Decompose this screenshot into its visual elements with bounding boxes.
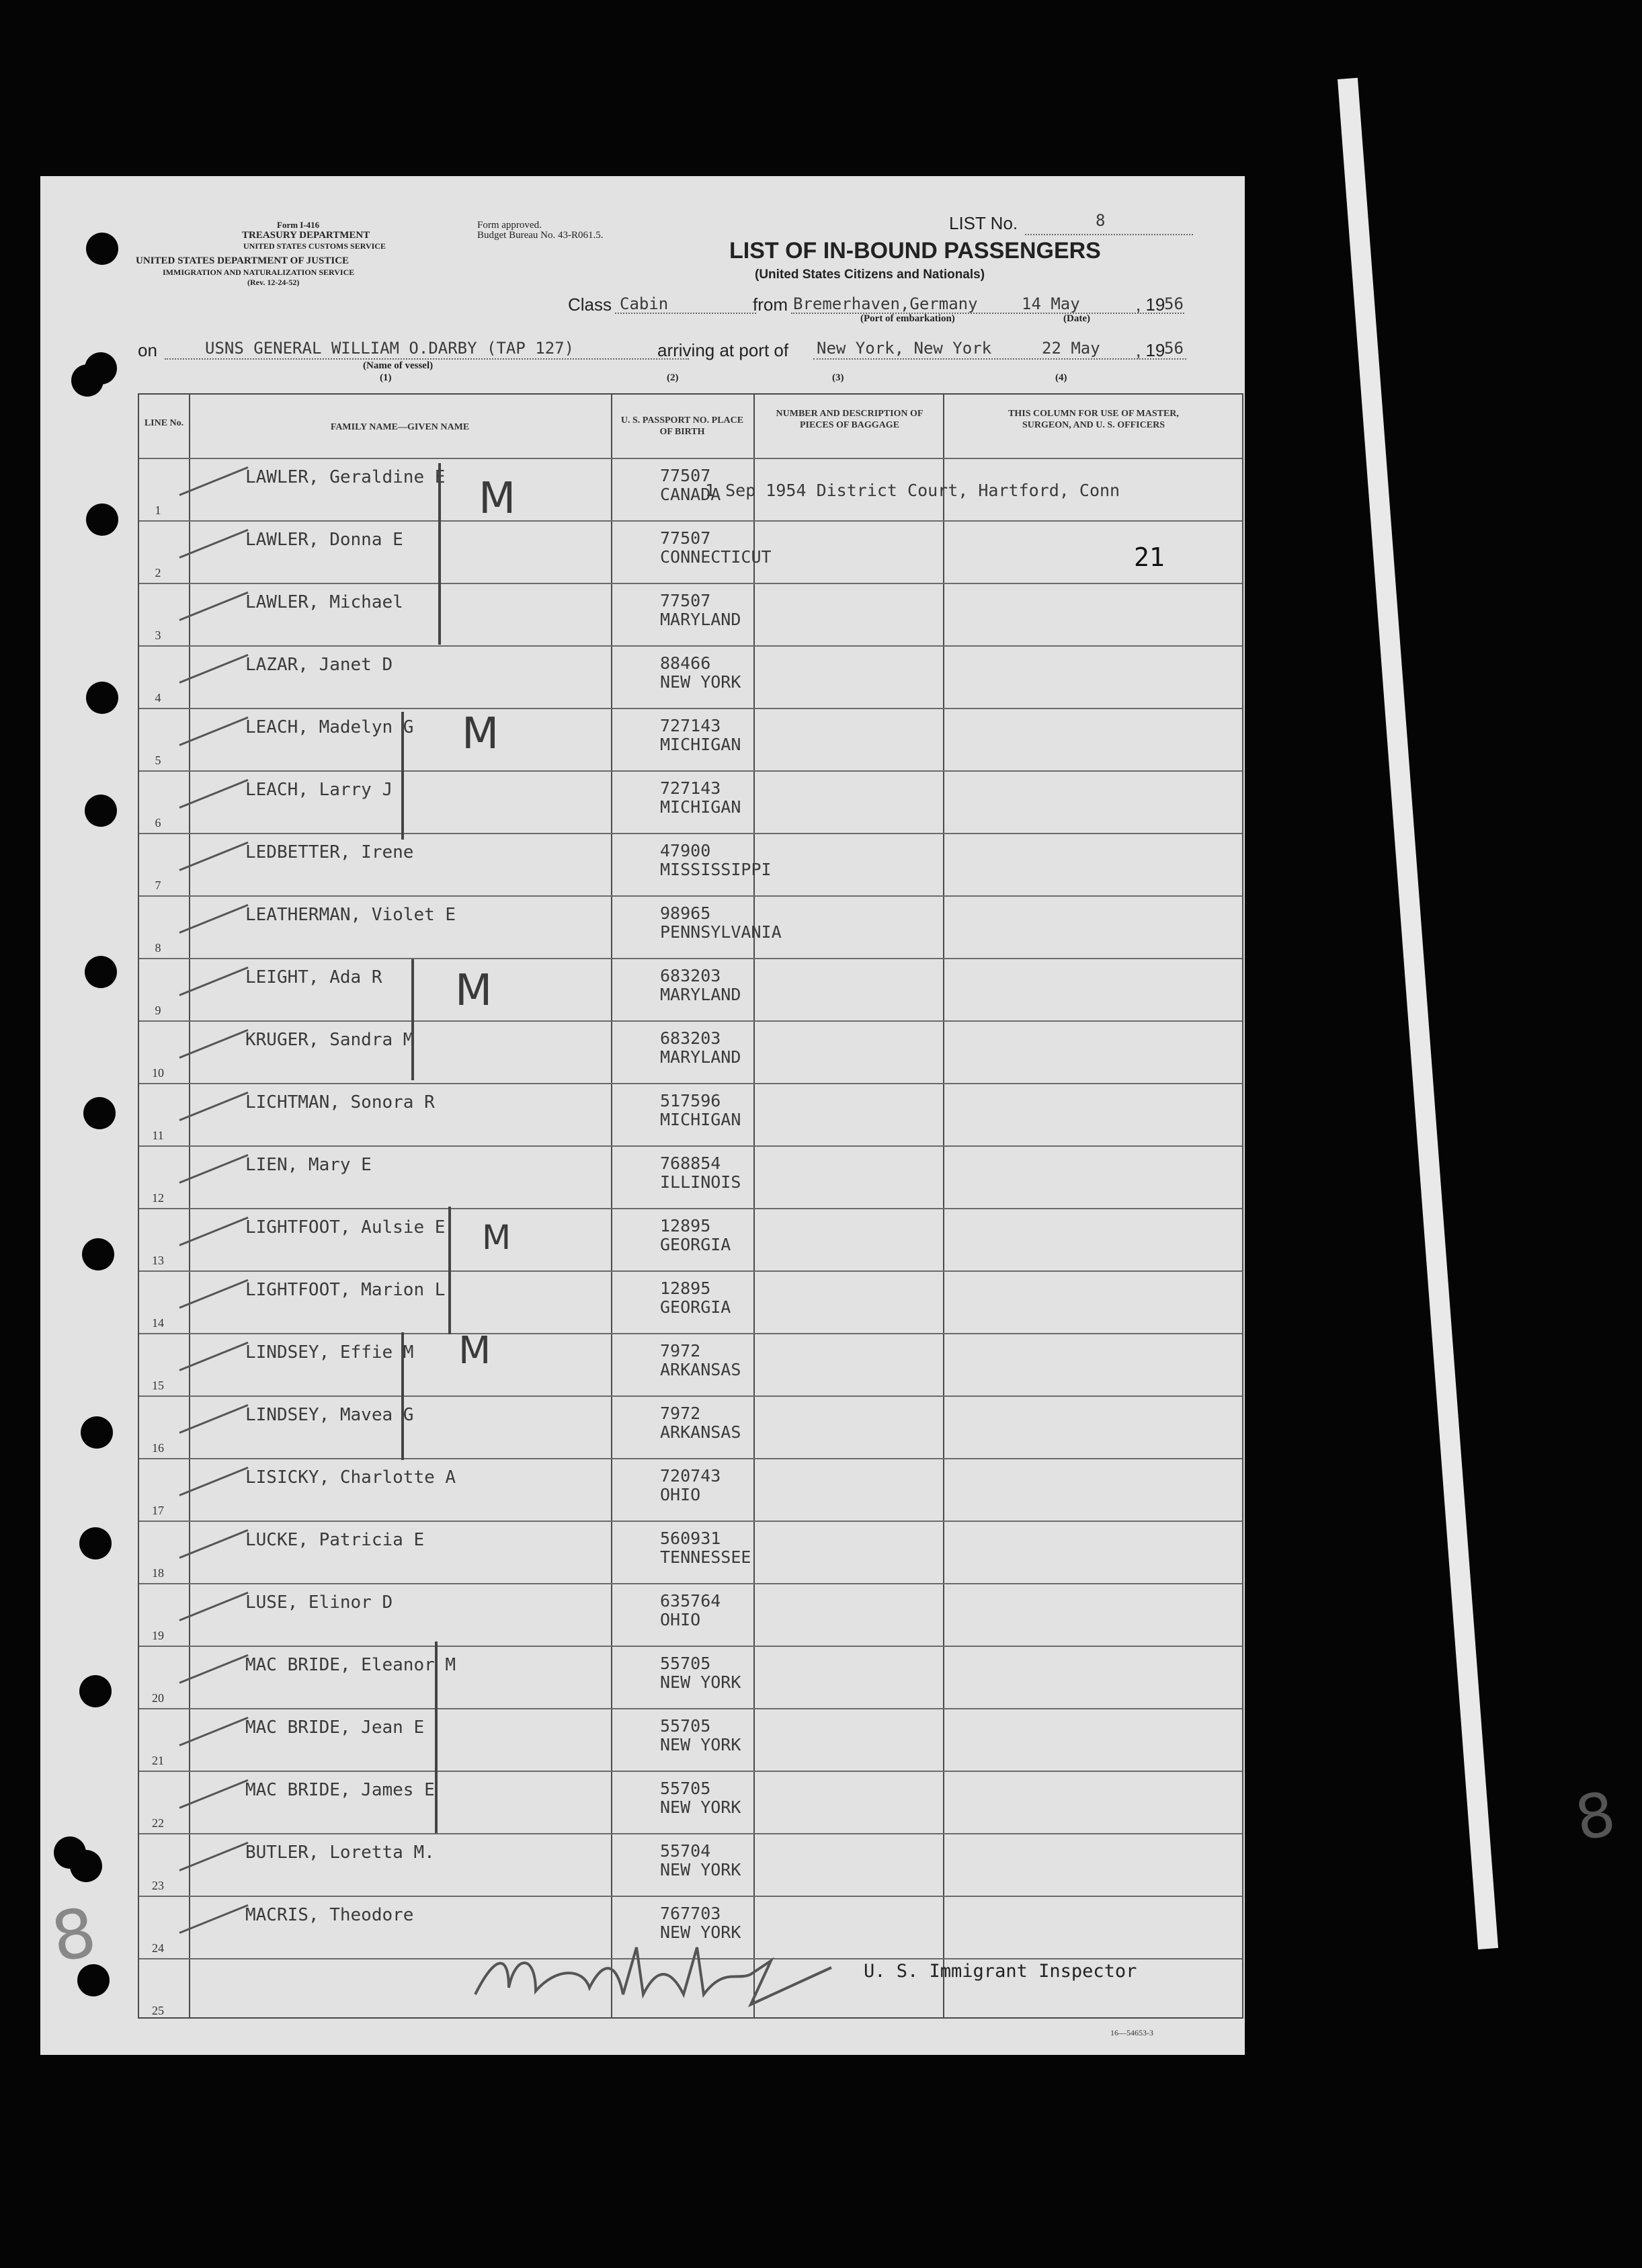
check-tick <box>179 1842 248 1871</box>
passport-number: 727143 <box>660 778 721 798</box>
punch-hole <box>85 352 117 384</box>
place-of-birth: ARKANSAS <box>660 1422 741 1442</box>
table-row <box>139 1270 1242 1334</box>
table-row <box>139 1771 1242 1834</box>
line-number: 1 <box>155 503 161 517</box>
check-tick <box>179 1279 248 1309</box>
passport-number: 12895 <box>660 1216 711 1236</box>
vessel-caption: (Name of vessel) <box>363 360 434 371</box>
place-of-birth: NEW YORK <box>660 1797 741 1817</box>
form-number: Form I-416 <box>277 220 320 230</box>
passport-number: 98965 <box>660 903 711 923</box>
check-tick <box>179 842 248 871</box>
passenger-table <box>138 393 1243 2019</box>
place-of-birth: TENNESSEE <box>660 1547 751 1567</box>
arriving-label: arriving at port of <box>657 340 789 360</box>
m-mark: M <box>455 966 493 1016</box>
arrival-port: New York, New York <box>817 339 992 358</box>
inspector-title: U. S. Immigrant Inspector <box>864 1961 1137 1982</box>
place-of-birth: MARYLAND <box>660 985 741 1004</box>
passport-number: 7972 <box>660 1404 701 1423</box>
naturalization-note: 1 Sep 1954 District Court, Hartford, Conn <box>705 481 1120 500</box>
passenger-name: MACRIS, Theodore <box>245 1905 414 1925</box>
passport-number: 683203 <box>660 966 721 985</box>
table-row <box>139 1458 1242 1522</box>
place-of-birth: NEW YORK <box>660 1922 741 1942</box>
passport-number: 635764 <box>660 1591 721 1611</box>
passport-number: 727143 <box>660 716 721 735</box>
passenger-name: MAC BRIDE, Eleanor M <box>245 1655 456 1675</box>
year-prefix: , 19 <box>1136 294 1165 315</box>
punch-hole <box>81 1416 113 1449</box>
punch-hole <box>85 956 117 988</box>
check-tick <box>179 592 248 621</box>
line-number: 24 <box>152 1941 164 1955</box>
passport-number: 47900 <box>660 841 711 860</box>
table-row <box>139 645 1242 709</box>
list-no-value: 8 <box>1096 211 1106 230</box>
passport-number: 768854 <box>660 1153 721 1173</box>
place-of-birth: OHIO <box>660 1485 701 1504</box>
place-of-birth: MICHIGAN <box>660 735 741 754</box>
line-number: 19 <box>152 1629 164 1642</box>
passenger-name: LEIGHT, Ada R <box>245 967 382 987</box>
print-code: 16—54653-3 <box>1110 2028 1153 2037</box>
passenger-name: LIGHTFOOT, Aulsie E <box>245 1217 446 1238</box>
line-number: 18 <box>152 1566 164 1580</box>
check-tick <box>179 467 248 496</box>
table-row <box>139 708 1242 772</box>
table-row <box>139 1833 1242 1897</box>
check-tick <box>179 1904 248 1934</box>
check-tick <box>179 1592 248 1621</box>
place-of-birth: CANADA <box>660 485 721 504</box>
passport-number: 77507 <box>660 466 711 485</box>
place-of-birth: NEW YORK <box>660 1735 741 1754</box>
passport-number: 55705 <box>660 1716 711 1736</box>
table-row <box>139 1521 1242 1584</box>
line-number: 20 <box>152 1691 164 1705</box>
place-of-birth: MICHIGAN <box>660 1110 741 1129</box>
place-of-birth: NEW YORK <box>660 672 741 692</box>
line-number: 14 <box>152 1316 164 1330</box>
check-tick <box>179 1092 248 1121</box>
passport-number: 77507 <box>660 528 711 548</box>
table-row <box>139 1020 1242 1084</box>
year-prefix-arrival: , 19 <box>1136 340 1165 360</box>
m-mark: M <box>482 1218 511 1257</box>
m-mark: M <box>479 474 516 524</box>
table-row <box>139 1708 1242 1772</box>
family-bracket <box>438 463 441 645</box>
passenger-name: LIGHTFOOT, Marion L <box>245 1280 446 1300</box>
check-tick <box>179 1467 248 1496</box>
place-of-birth: MARYLAND <box>660 1047 741 1067</box>
header-passport: U. S. PASSPORT NO. PLACE OF BIRTH <box>620 415 744 437</box>
passenger-name: LEATHERMAN, Violet E <box>245 905 456 925</box>
table-row <box>139 833 1242 897</box>
family-bracket <box>401 712 404 840</box>
passenger-name: LISICKY, Charlotte A <box>245 1467 456 1488</box>
line-number: 25 <box>152 2004 164 2017</box>
document-subtitle: (United States Citizens and Nationals) <box>755 268 985 282</box>
page-mark: 8 <box>46 1892 102 1978</box>
punch-hole <box>86 503 118 536</box>
passenger-name: LUSE, Elinor D <box>245 1592 393 1613</box>
check-tick <box>179 1404 248 1434</box>
line-number: 13 <box>152 1254 164 1267</box>
passport-number: 55705 <box>660 1779 711 1798</box>
family-bracket <box>411 959 414 1080</box>
line-number: 21 <box>152 1754 164 1767</box>
family-bracket <box>448 1207 451 1334</box>
check-tick <box>179 1717 248 1746</box>
passenger-name: LAWLER, Michael <box>245 592 403 612</box>
line-number: 3 <box>155 629 161 642</box>
list-no-label: LIST No. <box>949 213 1018 233</box>
punch-hole <box>79 1675 112 1707</box>
revision-label: (Rev. 12-24-52) <box>247 278 300 287</box>
line-number: 15 <box>152 1379 164 1392</box>
passenger-name: LEACH, Larry J <box>245 780 393 800</box>
table-row <box>139 1208 1242 1272</box>
passenger-name: LEACH, Madelyn G <box>245 717 414 737</box>
family-bracket <box>435 1642 438 1833</box>
line-number: 9 <box>155 1004 161 1017</box>
table-row <box>139 1145 1242 1209</box>
place-of-birth: ARKANSAS <box>660 1360 741 1379</box>
class-label: Class <box>568 294 612 315</box>
place-of-birth: MISSISSIPPI <box>660 860 772 879</box>
table-row <box>139 1333 1242 1397</box>
line-number: 11 <box>152 1129 164 1142</box>
line-number: 6 <box>155 816 161 829</box>
document-title: LIST OF IN-BOUND PASSENGERS <box>729 238 1101 264</box>
line-number: 7 <box>155 879 161 892</box>
check-tick <box>179 779 248 809</box>
header-name: FAMILY NAME—GIVEN NAME <box>330 422 470 432</box>
table-row <box>139 520 1242 584</box>
date-caption: (Date) <box>1063 313 1090 324</box>
punch-hole <box>86 682 118 714</box>
inspector-signature <box>468 1941 845 2021</box>
check-tick <box>179 1154 248 1184</box>
passport-number: 88466 <box>660 653 711 673</box>
arrival-year: 56 <box>1164 339 1184 358</box>
check-tick <box>179 1342 248 1371</box>
check-tick <box>179 967 248 996</box>
place-of-birth: GEORGIA <box>660 1297 731 1317</box>
check-tick <box>179 654 248 684</box>
port-embarkation-caption: (Port of embarkation) <box>860 313 955 324</box>
page-count-annotation: 21 <box>1134 542 1165 572</box>
place-of-birth: PENNSYLVANIA <box>660 922 782 942</box>
embarkation-port: Bremerhaven,Germany <box>793 294 978 313</box>
ins-label: IMMIGRATION AND NATURALIZATION SERVICE <box>163 268 355 277</box>
check-tick <box>179 904 248 934</box>
passenger-name: LUCKE, Patricia E <box>245 1530 425 1550</box>
header-line-no: LINE No. <box>144 418 184 428</box>
passport-number: 55705 <box>660 1654 711 1673</box>
col-number-1: (1) <box>380 372 392 383</box>
punch-hole <box>79 1527 112 1560</box>
passenger-name: LICHTMAN, Sonora R <box>245 1092 435 1112</box>
place-of-birth: MICHIGAN <box>660 797 741 817</box>
passport-number: 767703 <box>660 1904 721 1923</box>
passenger-name: LAWLER, Donna E <box>245 530 403 550</box>
strip-page-mark: 8 <box>1570 1778 1620 1855</box>
table-row <box>139 770 1242 834</box>
place-of-birth: ILLINOIS <box>660 1172 741 1192</box>
place-of-birth: OHIO <box>660 1610 701 1629</box>
passport-number: 7972 <box>660 1341 701 1361</box>
check-tick <box>179 1779 248 1809</box>
on-label: on <box>138 340 157 360</box>
passport-number: 683203 <box>660 1028 721 1048</box>
table-row <box>139 958 1242 1022</box>
punch-hole <box>85 795 117 827</box>
passenger-name: LINDSEY, Effie M <box>245 1342 414 1363</box>
col-number-4: (4) <box>1055 372 1067 383</box>
table-row <box>139 583 1242 647</box>
passenger-name: BUTLER, Loretta M. <box>245 1842 435 1863</box>
passenger-name: LINDSEY, Mavea G <box>245 1405 414 1425</box>
col-number-3: (3) <box>832 372 844 383</box>
passport-number: 55704 <box>660 1841 711 1861</box>
check-tick <box>179 529 248 559</box>
from-label: from <box>753 294 788 315</box>
check-tick <box>179 1529 248 1559</box>
passport-number: 77507 <box>660 591 711 610</box>
punch-hole <box>86 233 118 265</box>
adjacent-page-edge <box>1338 78 1498 1949</box>
class-value: Cabin <box>620 294 669 313</box>
check-tick <box>179 717 248 746</box>
table-row <box>139 895 1242 959</box>
line-number: 17 <box>152 1504 164 1517</box>
vessel-name: USNS GENERAL WILLIAM O.DARBY (TAP 127) <box>205 339 575 358</box>
place-of-birth: MARYLAND <box>660 610 741 629</box>
line-number: 5 <box>155 754 161 767</box>
line-number: 12 <box>152 1191 164 1205</box>
place-of-birth: GEORGIA <box>660 1235 731 1254</box>
passenger-name: KRUGER, Sandra M <box>245 1030 414 1050</box>
check-tick <box>179 1654 248 1684</box>
embarkation-year: 56 <box>1164 294 1184 313</box>
line-number: 22 <box>152 1816 164 1830</box>
passenger-name: LIEN, Mary E <box>245 1155 372 1175</box>
line-number: 2 <box>155 566 161 579</box>
justice-label: UNITED STATES DEPARTMENT OF JUSTICE <box>136 255 350 266</box>
check-tick <box>179 1029 248 1059</box>
punch-hole <box>83 1097 116 1129</box>
passenger-name: MAC BRIDE, James E <box>245 1780 435 1800</box>
dept-label: TREASURY DEPARTMENT <box>242 230 370 241</box>
line-number: 10 <box>152 1066 164 1080</box>
line-number: 8 <box>155 941 161 955</box>
customs-label: UNITED STATES CUSTOMS SERVICE <box>243 241 386 251</box>
header-officers: THIS COLUMN FOR USE OF MASTER, SURGEON, AND U. S. OFFICERS <box>1008 409 1179 430</box>
table-row <box>139 1646 1242 1709</box>
line-number: 16 <box>152 1441 164 1455</box>
passenger-name: LAZAR, Janet D <box>245 655 393 675</box>
family-bracket <box>401 1332 404 1460</box>
punch-hole <box>82 1238 114 1270</box>
m-mark: M <box>462 709 499 759</box>
place-of-birth: NEW YORK <box>660 1860 741 1879</box>
form-approved: Form approved. <box>477 220 542 231</box>
passport-number: 560931 <box>660 1529 721 1548</box>
col-number-2: (2) <box>667 372 679 383</box>
passenger-name: LAWLER, Geraldine E <box>245 467 446 487</box>
passenger-name: LEDBETTER, Irene <box>245 842 414 862</box>
check-tick <box>179 1217 248 1246</box>
passport-number: 517596 <box>660 1091 721 1110</box>
budget-bureau: Budget Bureau No. 43-R061.5. <box>477 230 604 241</box>
arrival-date: 22 May <box>1042 339 1100 358</box>
header-baggage: NUMBER AND DESCRIPTION OF PIECES OF BAGGAGE <box>776 409 923 430</box>
table-row <box>139 1083 1242 1147</box>
place-of-birth: NEW YORK <box>660 1672 741 1692</box>
table-row <box>139 1583 1242 1647</box>
m-mark: M <box>458 1329 491 1373</box>
punch-hole <box>70 1850 102 1882</box>
table-row <box>139 1395 1242 1459</box>
place-of-birth: CONNECTICUT <box>660 547 772 567</box>
passport-number: 720743 <box>660 1466 721 1486</box>
embarkation-date: 14 May <box>1022 294 1080 313</box>
passport-number: 12895 <box>660 1279 711 1298</box>
line-number: 4 <box>155 691 161 704</box>
line-number: 23 <box>152 1879 164 1892</box>
passenger-name: MAC BRIDE, Jean E <box>245 1717 425 1738</box>
